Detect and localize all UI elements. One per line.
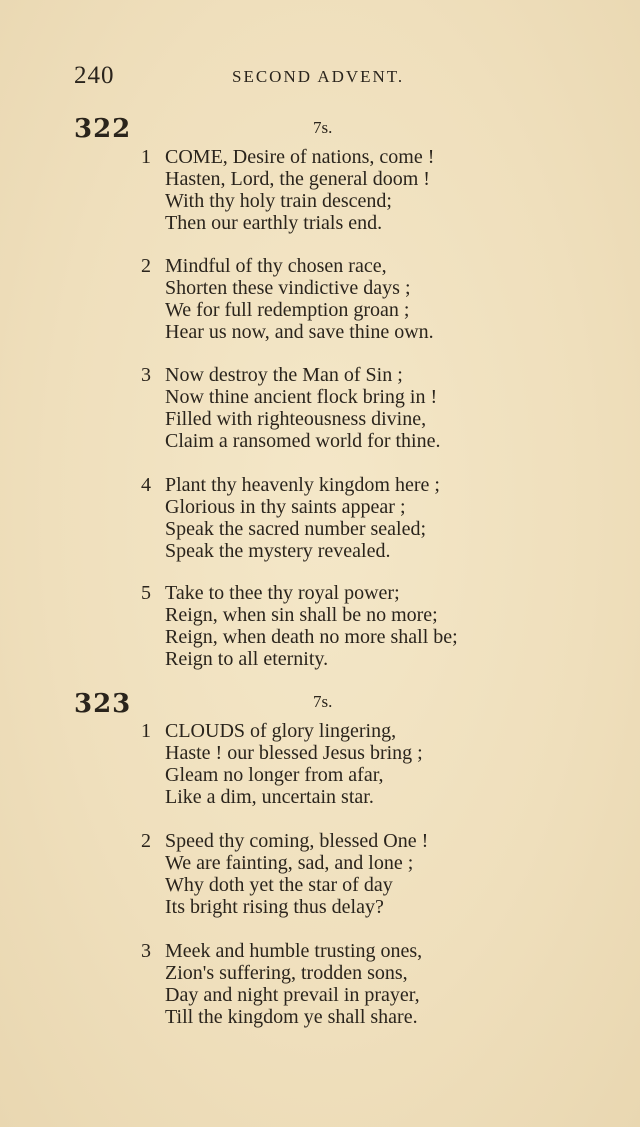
verse-line: Why doth yet the star of day bbox=[165, 874, 393, 896]
verse bbox=[141, 255, 541, 343]
page-number: 240 bbox=[74, 62, 115, 89]
verse-line: Mindful of thy chosen race, bbox=[165, 255, 387, 277]
running-title: SECOND ADVENT. bbox=[232, 67, 405, 86]
verse-line: Reign, when death no more shall be; bbox=[165, 626, 458, 648]
verse-line: Speed thy coming, blessed One ! bbox=[165, 830, 429, 852]
verse bbox=[141, 830, 541, 918]
verse bbox=[141, 146, 541, 234]
verse-number: 2 bbox=[141, 830, 151, 852]
verse-line: Hear us now, and save thine own. bbox=[165, 321, 434, 343]
hymn-meter: 7s. bbox=[313, 692, 333, 711]
verse-line: Claim a ransomed world for thine. bbox=[165, 430, 441, 452]
verse-line: Day and night prevail in prayer, bbox=[165, 984, 420, 1006]
verse-line: Speak the sacred number sealed; bbox=[165, 518, 427, 540]
verse-line: Take to thee thy royal power; bbox=[165, 582, 400, 604]
verse-line: Like a dim, uncertain star. bbox=[165, 786, 374, 808]
verse-line: Gleam no longer from afar, bbox=[165, 764, 384, 786]
hymn-number: 323 bbox=[74, 689, 132, 719]
verse-line: Its bright rising thus delay? bbox=[165, 896, 384, 918]
hymn-meter: 7s. bbox=[313, 118, 333, 137]
verse-number: 3 bbox=[141, 364, 151, 386]
verse bbox=[141, 940, 541, 1028]
verse-number: 5 bbox=[141, 582, 151, 604]
verse-line: Plant thy heavenly kingdom here ; bbox=[165, 474, 440, 496]
verse-line: Speak the mystery revealed. bbox=[165, 540, 391, 562]
verse-number: 3 bbox=[141, 940, 151, 962]
verse-line: With thy holy train descend; bbox=[165, 190, 392, 212]
verse-line: COME, Desire of nations, come ! bbox=[165, 146, 435, 168]
verse-line: Zion's suffering, trodden sons, bbox=[165, 962, 408, 984]
verse bbox=[141, 364, 541, 452]
verse bbox=[141, 474, 541, 562]
verse-line: Haste ! our blessed Jesus bring ; bbox=[165, 742, 423, 764]
verse-line: Reign, when sin shall be no more; bbox=[165, 604, 438, 626]
verse-line: Meek and humble trusting ones, bbox=[165, 940, 423, 962]
verse-line: Shorten these vindictive days ; bbox=[165, 277, 411, 299]
page-header bbox=[74, 62, 554, 92]
verse-line: Then our earthly trials end. bbox=[165, 212, 383, 234]
verse-line: Glorious in thy saints appear ; bbox=[165, 496, 406, 518]
verse-line: We for full redemption groan ; bbox=[165, 299, 410, 321]
verse bbox=[141, 582, 541, 670]
verse-line: Now destroy the Man of Sin ; bbox=[165, 364, 403, 386]
verse-line: Hasten, Lord, the general doom ! bbox=[165, 168, 430, 190]
verse-line: We are fainting, sad, and lone ; bbox=[165, 852, 414, 874]
verse-number: 1 bbox=[141, 146, 151, 168]
verse-line: Till the kingdom ye shall share. bbox=[165, 1006, 418, 1028]
verse-number: 1 bbox=[141, 720, 151, 742]
verse-line: Filled with righteousness divine, bbox=[165, 408, 427, 430]
verse-line: CLOUDS of glory lingering, bbox=[165, 720, 397, 742]
verse bbox=[141, 720, 541, 808]
verse-line: Reign to all eternity. bbox=[165, 648, 329, 670]
verse-line: Now thine ancient flock bring in ! bbox=[165, 386, 438, 408]
verse-number: 2 bbox=[141, 255, 151, 277]
hymn-number: 322 bbox=[74, 114, 132, 144]
verse-number: 4 bbox=[141, 474, 151, 496]
